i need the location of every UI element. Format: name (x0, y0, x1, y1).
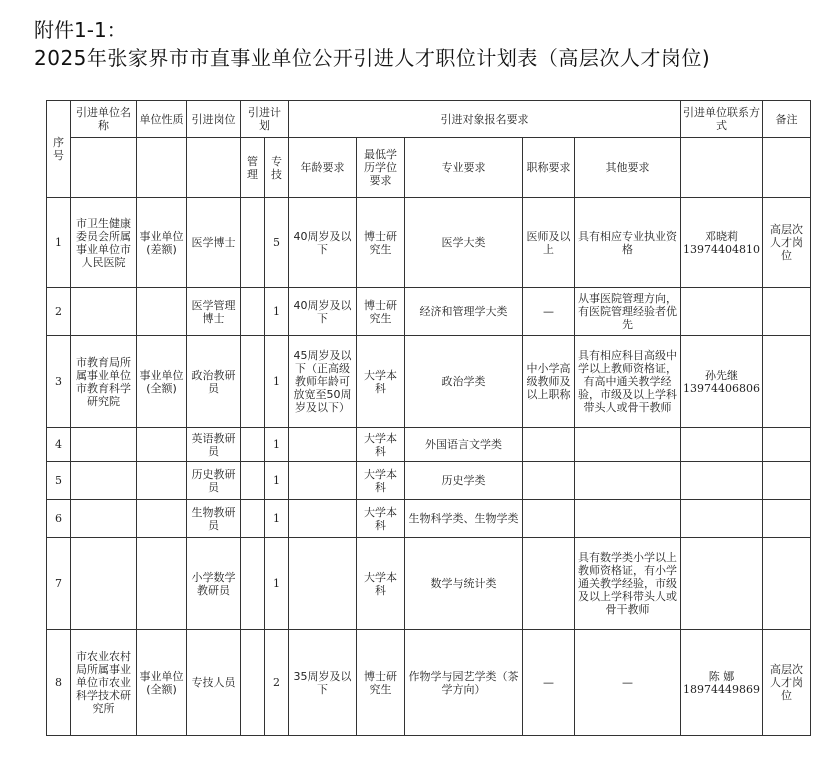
header-degree: 最低学历学位要求 (357, 138, 405, 198)
cell-age: 45周岁及以下（正高级教师年龄可放宽至50周岁及以下） (289, 336, 357, 428)
table-row (47, 428, 811, 462)
page-title: 2025年张家界市市直事业单位公开引进人才职位计划表（高层次人才岗位) (34, 46, 711, 70)
cell-post: 专技人员 (187, 630, 241, 736)
cell-manage (241, 630, 265, 736)
header-manage: 管理 (241, 138, 265, 198)
cell-unit (71, 538, 137, 630)
cell-contact (681, 462, 763, 500)
cell-remark (763, 500, 811, 538)
cell-major: 生物科学类、生物学类 (405, 500, 523, 538)
attachment-label: 附件1-1： (34, 18, 127, 42)
cell-unit: 市卫生健康委员会所属事业单位市人民医院 (71, 198, 137, 288)
job-plan-table (46, 100, 811, 736)
cell-remark (763, 428, 811, 462)
cell-seq: 4 (47, 428, 71, 462)
header-nature: 单位性质 (137, 101, 187, 138)
cell-title: 医师及以上 (523, 198, 575, 288)
cell-remark: 高层次人才岗位 (763, 198, 811, 288)
cell-post: 英语教研员 (187, 428, 241, 462)
cell-seq: 5 (47, 462, 71, 500)
table-row (47, 462, 811, 500)
cell-tech: 2 (265, 630, 289, 736)
cell-manage (241, 288, 265, 336)
cell-manage (241, 336, 265, 428)
header-major: 专业要求 (405, 138, 523, 198)
cell-age (289, 538, 357, 630)
cell-tech: 1 (265, 538, 289, 630)
header-age: 年龄要求 (289, 138, 357, 198)
cell-tech: 1 (265, 336, 289, 428)
header-requirements: 引进对象报名要求 (289, 101, 681, 138)
header-title: 职称要求 (523, 138, 575, 198)
cell-unit (71, 462, 137, 500)
contact-phone: 13974404810 (683, 242, 761, 256)
cell-degree: 大学本科 (357, 428, 405, 462)
cell-contact (681, 538, 763, 630)
cell-other (575, 500, 681, 538)
cell-contact (681, 428, 763, 462)
cell-manage (241, 538, 265, 630)
cell-major: 数学与统计类 (405, 538, 523, 630)
cell-title (523, 538, 575, 630)
cell-age: 40周岁及以下 (289, 288, 357, 336)
cell-contact (681, 336, 763, 428)
header-post: 引进岗位 (187, 101, 241, 138)
cell-other: — (575, 630, 681, 736)
cell-tech: 1 (265, 500, 289, 538)
table-row (47, 198, 811, 288)
cell-nature (137, 288, 187, 336)
cell-title (523, 462, 575, 500)
contact-name: 邓晓莉 (705, 229, 739, 243)
cell-unit: 市教育局所属事业单位市教育科学研究院 (71, 336, 137, 428)
cell-major: 作物学与园艺学类（茶学方向） (405, 630, 523, 736)
cell-post: 生物教研员 (187, 500, 241, 538)
header-tech: 专技 (265, 138, 289, 198)
cell-remark (763, 336, 811, 428)
cell-manage (241, 462, 265, 500)
cell-major: 经济和管理学大类 (405, 288, 523, 336)
cell-other: 从事医院管理方向，有医院管理经验者优先 (575, 288, 681, 336)
cell-manage (241, 428, 265, 462)
table-row (47, 538, 811, 630)
cell-seq: 1 (47, 198, 71, 288)
cell-major: 医学大类 (405, 198, 523, 288)
cell-unit (71, 288, 137, 336)
cell-tech: 1 (265, 288, 289, 336)
cell-post: 医学管理博士 (187, 288, 241, 336)
cell-post: 小学数学教研员 (187, 538, 241, 630)
header-seq: 序号 (47, 101, 71, 198)
cell-title (523, 428, 575, 462)
cell-degree: 博士研究生 (357, 288, 405, 336)
cell-seq: 8 (47, 630, 71, 736)
cell-degree: 博士研究生 (357, 630, 405, 736)
table-row (47, 336, 811, 428)
cell-nature (137, 538, 187, 630)
header-row-2 (47, 138, 811, 198)
cell-remark (763, 538, 811, 630)
header-row-1 (47, 101, 811, 138)
header-other: 其他要求 (575, 138, 681, 198)
contact-name: 陈 娜 (708, 669, 735, 683)
cell-nature: 事业单位(全额) (137, 630, 187, 736)
contact-phone: 18974449869 (683, 682, 761, 696)
cell-contact (681, 198, 763, 288)
cell-title: — (523, 630, 575, 736)
cell-nature (137, 500, 187, 538)
cell-unit: 市农业农村局所属事业单位市农业科学技术研究所 (71, 630, 137, 736)
cell-degree: 博士研究生 (357, 198, 405, 288)
cell-nature: 事业单位(差额) (137, 198, 187, 288)
cell-seq: 3 (47, 336, 71, 428)
cell-degree: 大学本科 (357, 462, 405, 500)
cell-degree: 大学本科 (357, 500, 405, 538)
cell-major: 历史学类 (405, 462, 523, 500)
cell-title (523, 500, 575, 538)
cell-post: 政治教研员 (187, 336, 241, 428)
cell-major: 政治学类 (405, 336, 523, 428)
cell-unit (71, 500, 137, 538)
cell-major: 外国语言文学类 (405, 428, 523, 462)
header-empty (71, 138, 137, 198)
cell-nature (137, 428, 187, 462)
cell-age: 40周岁及以下 (289, 198, 357, 288)
header-empty (681, 138, 763, 198)
cell-contact (681, 500, 763, 538)
header-remark: 备注 (763, 101, 811, 138)
cell-tech: 5 (265, 198, 289, 288)
cell-tech: 1 (265, 462, 289, 500)
cell-nature (137, 462, 187, 500)
contact-name: 孙先继 (705, 368, 739, 382)
cell-age (289, 428, 357, 462)
cell-age (289, 500, 357, 538)
header-empty (187, 138, 241, 198)
cell-other: 具有数学类小学以上教师资格证，有小学通关教学经验，市级及以上学科带头人或骨干教师 (575, 538, 681, 630)
cell-tech: 1 (265, 428, 289, 462)
table-row (47, 630, 811, 736)
cell-title: 中小学高级教师及以上职称 (523, 336, 575, 428)
header-empty (137, 138, 187, 198)
header-contact: 引进单位联系方 式 (681, 101, 763, 138)
cell-seq: 2 (47, 288, 71, 336)
cell-unit (71, 428, 137, 462)
cell-other: 具有相应科目高级中学以上教师资格证，有高中通关教学经验，市级及以上学科带头人或骨干教师 (575, 336, 681, 428)
cell-seq: 7 (47, 538, 71, 630)
cell-contact (681, 630, 763, 736)
cell-remark (763, 462, 811, 500)
header-unit: 引进单位名 称 (71, 101, 137, 138)
cell-age: 35周岁及以下 (289, 630, 357, 736)
header-empty (763, 138, 811, 198)
cell-post: 历史教研员 (187, 462, 241, 500)
cell-degree: 大学本科 (357, 538, 405, 630)
cell-other: 具有相应专业执业资格 (575, 198, 681, 288)
cell-title: — (523, 288, 575, 336)
cell-other (575, 428, 681, 462)
contact-phone: 13974406806 (683, 381, 761, 395)
cell-manage (241, 198, 265, 288)
header-plan: 引进计划 (241, 101, 289, 138)
table-row (47, 288, 811, 336)
cell-other (575, 462, 681, 500)
cell-nature: 事业单位(全额) (137, 336, 187, 428)
cell-seq: 6 (47, 500, 71, 538)
cell-age (289, 462, 357, 500)
table-row (47, 500, 811, 538)
cell-degree: 大学本科 (357, 336, 405, 428)
cell-contact (681, 288, 763, 336)
cell-remark: 高层次人才岗位 (763, 630, 811, 736)
cell-remark (763, 288, 811, 336)
cell-manage (241, 500, 265, 538)
cell-post: 医学博士 (187, 198, 241, 288)
